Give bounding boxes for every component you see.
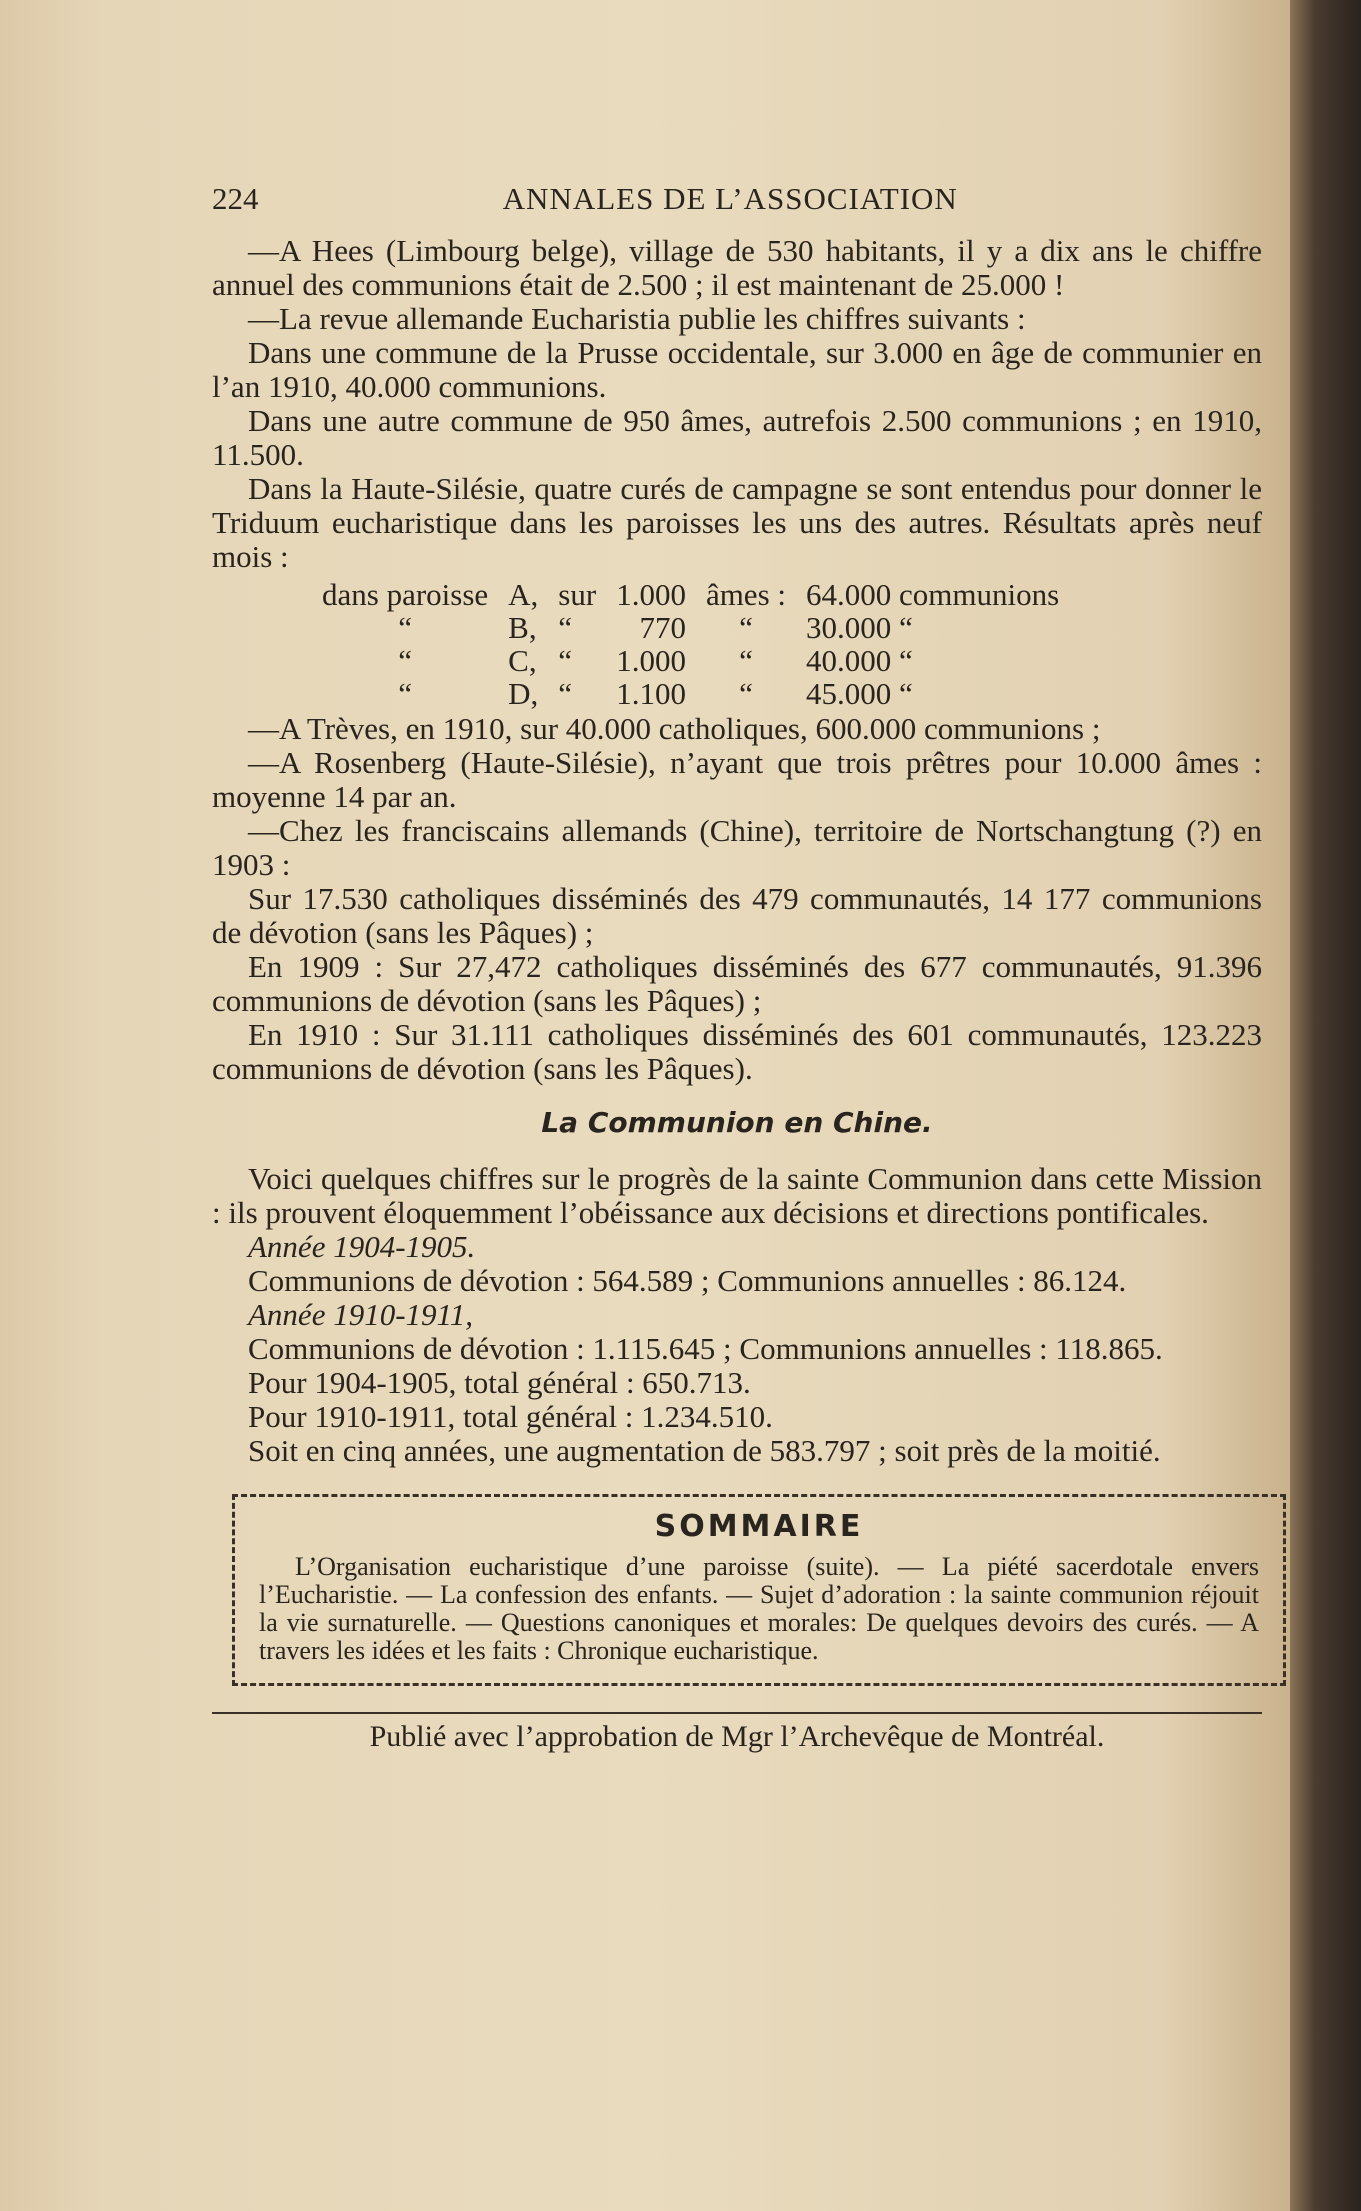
page-content: [212, 182, 1262, 1754]
divider: [212, 1712, 1262, 1714]
paragraph-1903: Sur 17.530 catholiques disséminés des 479 communautés, 14 177 communions de dévotion (sans les Pâques) ;: [212, 881, 1262, 950]
running-title: ANNALES DE L’ASSOCIATION: [502, 181, 958, 216]
sommaire-box: [232, 1494, 1286, 1686]
table-cell: C,: [508, 643, 537, 678]
table-cell: “: [398, 643, 412, 678]
year-heading: Année 1910-1911,: [248, 1297, 473, 1332]
paragraph-eucharistia: —La revue allemande Eucharistia publie les chiffres suivants :: [248, 301, 1026, 336]
table-cell: D,: [508, 676, 539, 711]
paragraph-950-ames: Dans une autre commune de 950 âmes, autrefois 2.500 communions ; en 1910, 11.500.: [212, 403, 1262, 472]
table-row: [312, 677, 1069, 710]
table-cell: âmes :: [705, 577, 786, 612]
paragraph-treves: —A Trèves, en 1910, sur 40.000 catholiques, 600.000 communions ;: [248, 711, 1101, 746]
paragraph-1909: En 1909 : Sur 27,472 catholiques disséminés des 677 communautés, 91.396 communions de dévotion (sans les Pâques) ;: [212, 949, 1262, 1018]
paragraph-year2: Communions de dévotion : 1.115.645 ; Communions annuelles : 118.865.: [248, 1331, 1163, 1366]
table-cell: “: [739, 676, 753, 711]
paragraph-total2: Pour 1910-1911, total général : 1.234.510.: [248, 1399, 773, 1434]
table-cell: “: [558, 676, 573, 711]
paragraph-conclusion: Soit en cinq années, une augmentation de 583.797 ; soit près de la moitié.: [248, 1433, 1161, 1468]
sommaire-text: L’Organisation eucharistique d’une paroisse (suite). — La piété sacerdotale envers l’Eucharistie. — La confession des enfants. — Sujet d’adoration : la sainte communion réjouit la vie surnaturelle. — Questions canoniques et morales: De quelques devoirs des curés. — A travers les idées et les faits : Chronique eucharistique.: [259, 1552, 1259, 1665]
stats-table: [312, 578, 1069, 710]
paragraph-year1: Communions de dévotion : 564.589 ; Communions annuelles : 86.124.: [248, 1263, 1127, 1298]
table-cell: “: [558, 610, 573, 645]
page-header: [212, 182, 1262, 216]
table-cell: 770: [639, 610, 686, 645]
table-cell: 30.000 “: [806, 610, 913, 645]
table-row: [312, 644, 1069, 677]
table-cell: “: [398, 610, 412, 645]
table-cell: sur: [558, 577, 597, 612]
paragraph-prusse: Dans une commune de la Prusse occidentale, sur 3.000 en âge de communier en l’an 1910, 40.000 communions.: [212, 335, 1262, 404]
paragraph-franciscains: —Chez les franciscains allemands (Chine), territoire de Nortschangtung (?) en 1903 :: [212, 813, 1262, 882]
paragraph-rosenberg: —A Rosenberg (Haute-Silésie), n’ayant que trois prêtres pour 10.000 âmes : moyenne 14 par an.: [212, 745, 1262, 814]
table-row: [312, 578, 1069, 611]
paragraph-china-intro: Voici quelques chiffres sur le progrès de la sainte Communion dans cette Mission : ils prouvent éloquemment l’obéissance aux décisions et directions pontificales.: [212, 1161, 1262, 1230]
section-title: La Communion en Chine.: [541, 1106, 933, 1139]
table-cell: “: [398, 676, 412, 711]
table-cell: “: [739, 643, 753, 678]
paragraph-hees: —A Hees (Limbourg belge), village de 530 habitants, il y a dix ans le chiffre annuel des communions était de 2.500 ; il est maintenant de 25.000 !: [212, 233, 1262, 302]
table-row: [312, 611, 1069, 644]
page-number: 224: [212, 181, 259, 216]
paragraph-haute-silesie: Dans la Haute-Silésie, quatre curés de campagne se sont entendus pour donner le Triduum eucharistique dans les paroisses les uns des autres. Résultats après neuf mois :: [212, 471, 1262, 574]
table-cell: 1.000: [616, 643, 686, 678]
table-cell: dans paroisse: [322, 577, 489, 612]
table-cell: 64.000 communions: [806, 577, 1060, 612]
table-cell: “: [739, 610, 753, 645]
table-cell: 40.000 “: [806, 643, 913, 678]
paragraph-total1: Pour 1904-1905, total général : 650.713.: [248, 1365, 751, 1400]
footer-imprimatur: Publié avec l’approbation de Mgr l’Archevêque de Montréal.: [369, 1720, 1105, 1753]
table-cell: “: [558, 643, 573, 678]
table-cell: 1.100: [616, 676, 686, 711]
table-cell: 1.000: [616, 577, 686, 612]
year-heading: Année 1904-1905.: [248, 1229, 476, 1264]
table-cell: 45.000 “: [806, 676, 913, 711]
table-cell: A,: [508, 577, 539, 612]
paragraph-1910: En 1910 : Sur 31.111 catholiques disséminés des 601 communautés, 123.223 communions de dévotion (sans les Pâques).: [212, 1017, 1262, 1086]
table-cell: B,: [508, 610, 537, 645]
sommaire-title: SOMMAIRE: [654, 1509, 864, 1544]
book-edge: [1290, 0, 1361, 2211]
